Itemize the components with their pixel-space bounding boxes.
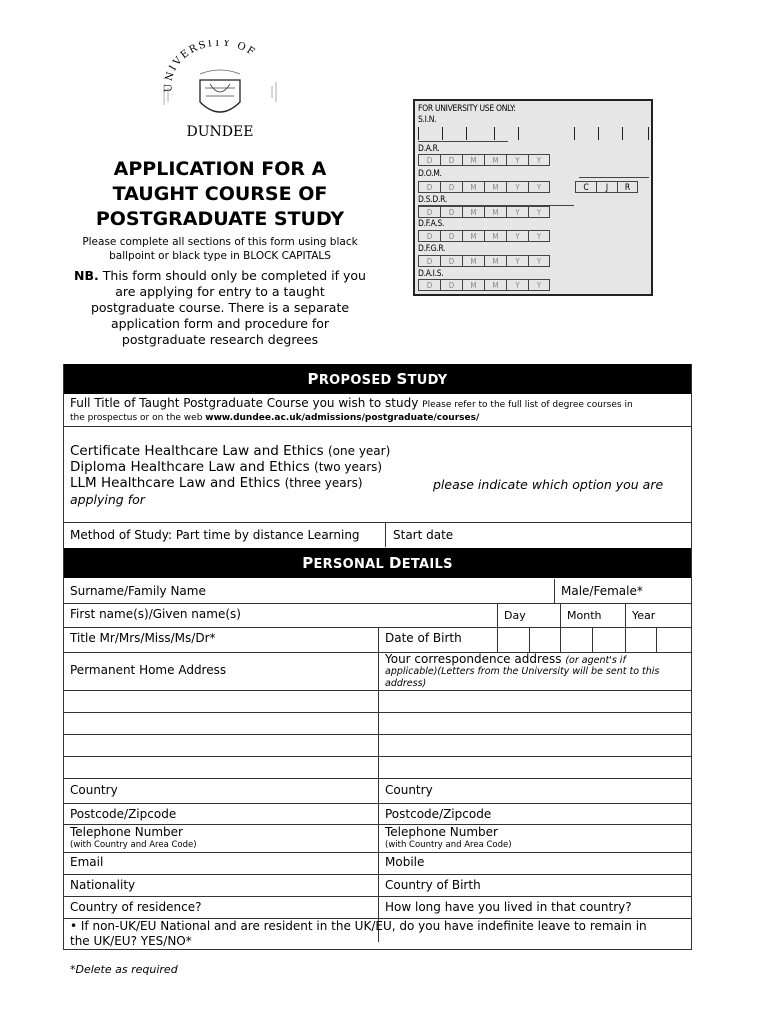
dsdr-date-cells[interactable]: D D M M Y Y [418,206,550,218]
birth-country-field[interactable]: Country of Birth [385,878,481,892]
nb-note: NB. This form should only be completed if you are applying for entry to a taught postgraduate course. There is a separate application form and procedure for postgraduate research degrees [74,268,366,347]
footnote: *Delete as required [70,963,178,976]
title-field[interactable]: Title Mr/Mrs/Miss/Ms/Dr* [70,631,216,645]
nationality-field[interactable]: Nationality [70,878,136,892]
course-title-note: the prospectus or on the web www.dundee.ac.uk/admissions/postgraduate/courses/ [70,413,480,423]
dob-day-label: Day [504,609,526,622]
email-field[interactable]: Email [70,855,104,869]
university-use-box: FOR UNIVERSITY USE ONLY: S.I.N. D.A.R. D D M M Y Y D.O.M. D D M M Y Y C J R D.S.D.R. D D M M Y Y D.F.A.S. D D M M Y Y D.F.G.R. D D M M Y Y D.A.I.S. D D M M Y Y [413,99,653,296]
leave-to-remain-question[interactable]: • If non-UK/EU National and are resident in the UK/EU, do you have indefinite leave to remain in [70,919,647,933]
dob-day-input[interactable] [498,628,560,651]
correspondence-address-label: Your correspondence address (or agent's if [385,652,626,666]
dom-date-cells[interactable]: D D M M Y Y [418,181,550,193]
cjr-cells[interactable]: C J R [575,181,638,193]
lived-duration-field[interactable]: How long have you lived in that country? [385,900,632,914]
indicate-option-note: please indicate which option you are [433,477,664,492]
crest-name: DUNDEE [186,124,254,140]
dfas-date-cells[interactable]: D D M M Y Y [418,230,550,242]
proposed-study-heading: PROPOSED STUDY [64,364,691,394]
dob-year-label: Year [632,609,656,622]
correspondence-address-note: applicable)(Letters from the University will be sent to this address) [385,666,660,689]
surname-field[interactable]: Surname/Family Name [70,584,206,598]
home-telephone-note: (with Country and Area Code) [70,840,197,850]
home-country-field[interactable]: Country [70,783,118,797]
home-address-line[interactable] [65,691,377,712]
page-title: APPLICATION FOR A TAUGHT COURSE OF POSTGRADUATE STUDY [95,158,345,230]
corr-postcode-field[interactable]: Postcode/Zipcode [385,807,492,821]
dob-month-label: Month [567,609,602,622]
correspondence-address-line[interactable] [379,691,691,712]
first-name-field[interactable]: First name(s)/Given name(s) [70,607,241,621]
dob-label: Date of Birth [385,631,462,645]
method-of-study: Method of Study: Part time by distance Learning [70,528,360,542]
home-address-label: Permanent Home Address [70,663,227,677]
leave-to-remain-question-cont: the UK/EU? YES/NO* [70,934,192,948]
dfgr-date-cells[interactable]: D D M M Y Y [418,255,550,267]
corr-telephone-field[interactable]: Telephone Number [385,825,498,839]
courses-url[interactable]: www.dundee.ac.uk/admissions/postgraduate/courses/ [205,413,480,423]
university-logo [150,40,290,140]
home-telephone-field[interactable]: Telephone Number [70,825,183,839]
dar-date-cells[interactable]: D D M M Y Y [418,154,550,166]
course-options[interactable]: Certificate Healthcare Law and Ethics (one year) Diploma Healthcare Law and Ethics (two years) LLM Healthcare Law and Ethics (three years) [70,443,391,491]
crest-arc-text: UNIVERSITY OF [163,40,258,93]
mobile-field[interactable]: Mobile [385,855,425,869]
course-title-label: Full Title of Taught Postgraduate Course you wish to study Please refer to the full list of degree courses in [70,396,633,410]
dob-year-input[interactable] [626,628,690,651]
corr-country-field[interactable]: Country [385,783,433,797]
personal-details-heading: PERSONAL DETAILS [64,548,691,578]
residence-field[interactable]: Country of residence? [70,900,202,914]
instructions: Please complete all sections of this form using black ballpoint or black type in BLOCK CAPITALS [82,236,358,262]
dob-month-input[interactable] [561,628,625,651]
gender-field[interactable]: Male/Female* [561,584,643,598]
indicate-option-note-cont: applying for [70,492,145,507]
corr-telephone-note: (with Country and Area Code) [385,840,512,850]
sin-field[interactable] [418,127,650,141]
start-date-field[interactable]: Start date [393,528,454,542]
dais-date-cells[interactable]: D D M M Y Y [418,279,550,291]
home-postcode-field[interactable]: Postcode/Zipcode [70,807,177,821]
